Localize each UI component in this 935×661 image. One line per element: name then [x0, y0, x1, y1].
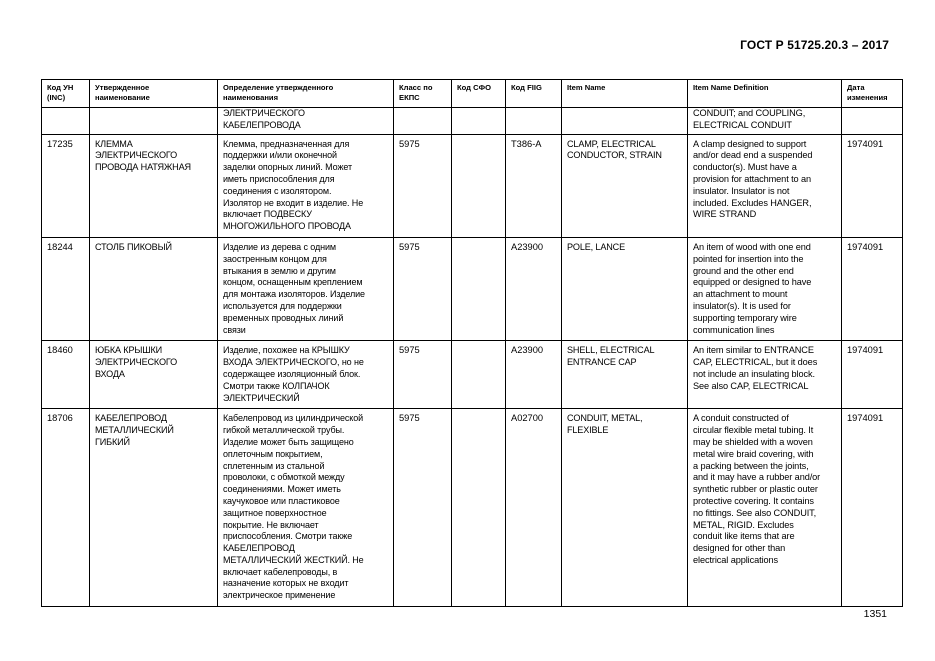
catalog-table — [41, 79, 903, 607]
cell-change-date: 1974091 — [842, 134, 903, 237]
header-change-date: Дата изменения — [842, 80, 903, 108]
cell-item-name: SHELL, ELECTRICAL ENTRANCE CAP — [562, 341, 688, 409]
cell-name-definition: Кабелепровод из цилиндрической гибкой металлической трубы. Изделие может быть защищено оплеточным покрытием, сплетенным из стальной проволоки, с обмоткой между соединениями. Может иметь каучуковое или пластиковое защитное поверхностное покрытие. Не включает приспособления. Смотри также КАБЕЛЕПРОВОД МЕТАЛЛИЧЕСКИЙ ЖЕСТКИЙ. Не включает кабелепроводы, в назначение которых не входит электрическое применение — [218, 409, 394, 607]
cell-fiig-code: A23900 — [506, 237, 562, 340]
cell-ekps-class — [394, 108, 452, 135]
table-header-row — [42, 80, 903, 108]
cell-item-name: CONDUIT, METAL, FLEXIBLE — [562, 409, 688, 607]
cell-fiig-code: A02700 — [506, 409, 562, 607]
cell-sfo-code — [452, 341, 506, 409]
table-row — [42, 341, 903, 409]
cell-ekps-class: 5975 — [394, 237, 452, 340]
cell-sfo-code — [452, 237, 506, 340]
page-number: 1351 — [863, 608, 887, 620]
cell-item-name-definition: A clamp designed to support and/or dead end a suspended conductor(s). Must have a provision for attachment to an insulator. Insulator is not included. Excludes HANGER, WIRE STRAND — [688, 134, 842, 237]
cell-item-name-definition: A conduit constructed of circular flexible metal tubing. It may be shielded with a woven metal wire braid covering, with a packing between the joints, and it may have a rubber and/or synthetic rubber or plastic outer protective covering. It contains no fittings. See also CONDUIT, METAL, RIGID. Excludes conduit like items that are designed for other than electrical applications — [688, 409, 842, 607]
cell-name-definition: ЭЛЕКТРИЧЕСКОГО КАБЕЛЕПРОВОДА — [218, 108, 394, 135]
cell-fiig-code: T386-A — [506, 134, 562, 237]
header-ekps-class: Класс по ЕКПС — [394, 80, 452, 108]
cell-change-date — [842, 108, 903, 135]
cell-fiig-code: A23900 — [506, 341, 562, 409]
header-fiig-code: Код FIIG — [506, 80, 562, 108]
table-row — [42, 134, 903, 237]
cell-ekps-class: 5975 — [394, 409, 452, 607]
cell-item-name: POLE, LANCE — [562, 237, 688, 340]
header-approved-name: Утвержденное наименование — [90, 80, 218, 108]
cell-inc: 17235 — [42, 134, 90, 237]
cell-ekps-class: 5975 — [394, 341, 452, 409]
cell-approved-name — [90, 108, 218, 135]
cell-fiig-code — [506, 108, 562, 135]
cell-item-name: CLAMP, ELECTRICAL CONDUCTOR, STRAIN — [562, 134, 688, 237]
cell-inc: 18460 — [42, 341, 90, 409]
cell-approved-name: КЛЕММА ЭЛЕКТРИЧЕСКОГО ПРОВОДА НАТЯЖНАЯ — [90, 134, 218, 237]
cell-name-definition: Изделие из дерева с одним заостренным концом для втыкания в землю и другим концом, оснащенным креплением для монтажа изоляторов. Изделие используется для поддержки временных проводных линий связи — [218, 237, 394, 340]
cell-ekps-class: 5975 — [394, 134, 452, 237]
cell-approved-name: ЮБКА КРЫШКИ ЭЛЕКТРИЧЕСКОГО ВХОДА — [90, 341, 218, 409]
cell-inc: 18706 — [42, 409, 90, 607]
cell-sfo-code — [452, 108, 506, 135]
header-sfo-code: Код СФО — [452, 80, 506, 108]
cell-item-name-definition: CONDUIT; and COUPLING, ELECTRICAL CONDUIT — [688, 108, 842, 135]
cell-sfo-code — [452, 409, 506, 607]
cell-inc: 18244 — [42, 237, 90, 340]
cell-item-name-definition: An item of wood with one end pointed for insertion into the ground and the other end equipped or designed to have an attachment to mount insulator(s). It is used for supporting temporary wire communication lines — [688, 237, 842, 340]
table-row-continuation — [42, 108, 903, 135]
table-row — [42, 237, 903, 340]
cell-change-date: 1974091 — [842, 409, 903, 607]
cell-item-name — [562, 108, 688, 135]
document-title: ГОСТ Р 51725.20.3 – 2017 — [740, 38, 889, 52]
header-item-name: Item Name — [562, 80, 688, 108]
cell-approved-name: КАБЕЛЕПРОВОД МЕТАЛЛИЧЕСКИЙ ГИБКИЙ — [90, 409, 218, 607]
header-name-definition: Определение утвержденного наименования — [218, 80, 394, 108]
header-item-name-definition: Item Name Definition — [688, 80, 842, 108]
cell-inc — [42, 108, 90, 135]
cell-change-date: 1974091 — [842, 237, 903, 340]
cell-name-definition: Изделие, похожее на КРЫШКУ ВХОДА ЭЛЕКТРИЧЕСКОГО, но не содержащее изоляционный блок. Смотри также КОЛПАЧОК ЭЛЕКТРИЧЕСКИЙ — [218, 341, 394, 409]
cell-item-name-definition: An item similar to ENTRANCE CAP, ELECTRICAL, but it does not include an insulating block. See also CAP, ELECTRICAL — [688, 341, 842, 409]
header-inc: Код УН (INC) — [42, 80, 90, 108]
cell-name-definition: Клемма, предназначенная для поддержки и/или оконечной заделки опорных линий. Может иметь приспособления для соединения с изолятором. Изолятор не входит в изделие. Не включает ПОДВЕСКУ МНОГОЖИЛЬНОГО ПРОВОДА — [218, 134, 394, 237]
cell-sfo-code — [452, 134, 506, 237]
cell-change-date: 1974091 — [842, 341, 903, 409]
table-row — [42, 409, 903, 607]
cell-approved-name: СТОЛБ ПИКОВЫЙ — [90, 237, 218, 340]
